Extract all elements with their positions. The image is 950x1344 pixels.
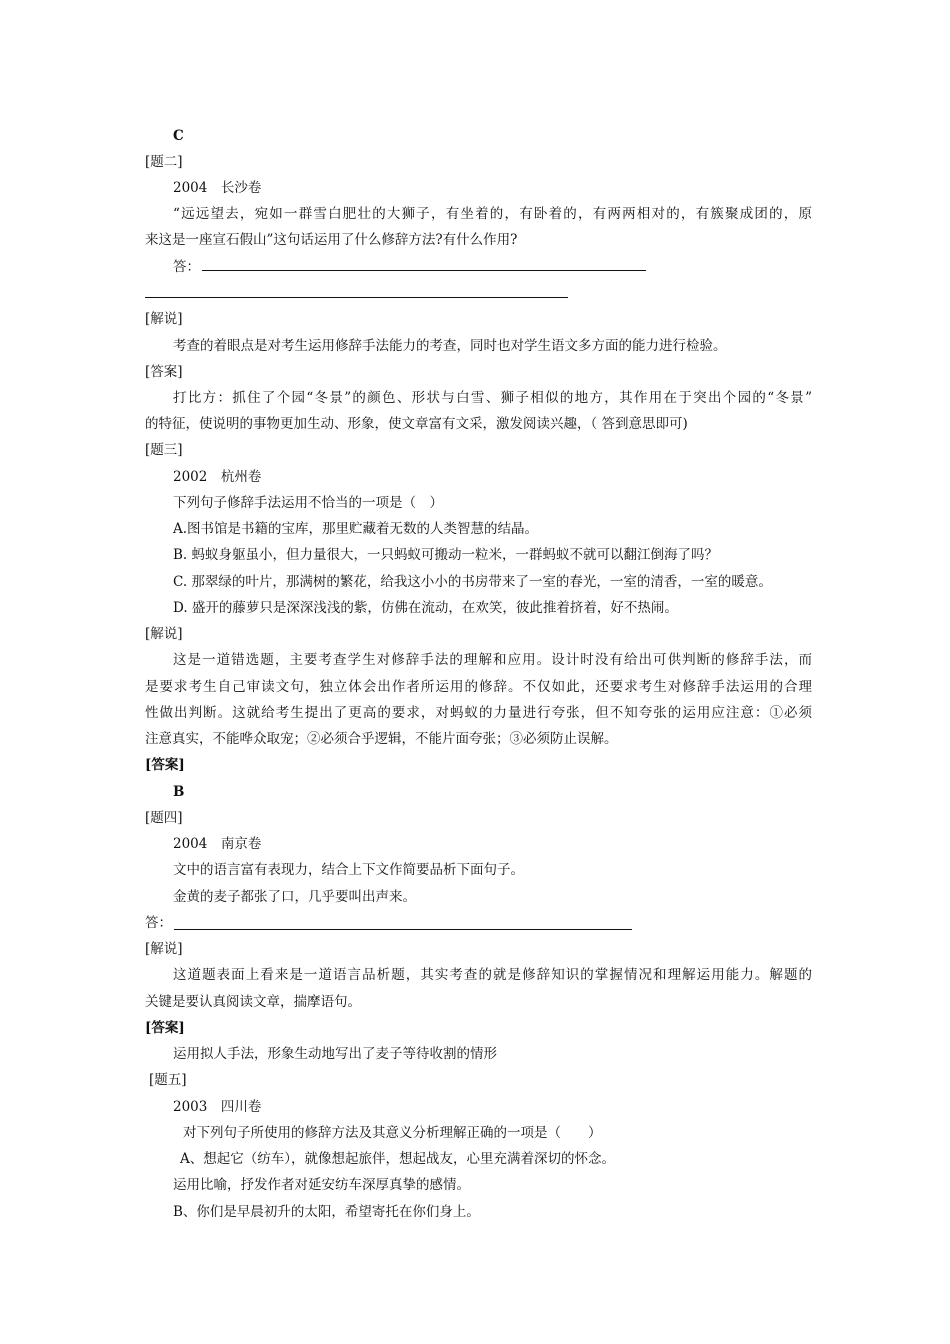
q2-text-line1: “远远望去，宛如一群雪白肥壮的大狮子，有坐着的，有卧着的，有两两相对的，有簇聚成团的，原 (173, 206, 812, 222)
q4-answer-label: 答： (145, 915, 172, 931)
q4-explain-heading: [解说] (145, 941, 183, 957)
q4-explain-line1: 这道题表面上看来是一道语言品析题，其实考查的就是修辞知识的掌握情况和理解运用能力。解题的 (173, 967, 812, 983)
q5-option-a: A、想起它（纺车），就像想起旅伴，想起战友，心里充满着深切的怀念。 (180, 1151, 615, 1167)
q3-source: 2002 杭州卷 (173, 469, 262, 485)
q4-stem: 文中的语言富有表现力，结合上下文作简要品析下面句子。 (173, 862, 524, 878)
q2-answer-blank-1 (202, 270, 646, 271)
q2-heading: [题二] (145, 154, 183, 170)
q5-stem: 对下列句子所使用的修辞方法及其意义分析理解正确的一项是（ ） (183, 1125, 602, 1141)
q2-answer-line1: 打比方：抓住了个园“冬景”的颜色、形状与白雪、狮子相似的地方，其作用在于突出个园的“冬景” (173, 390, 812, 406)
q4-answer-heading: [答案] (145, 1020, 185, 1036)
q4-answer: 运用拟人手法，形象生动地写出了麦子等待收割的情形 (173, 1046, 497, 1062)
q4-explain-line2: 关键是要认真阅读文章，揣摩语句。 (145, 994, 361, 1010)
q2-explain-heading: [解说] (145, 311, 183, 327)
q5-heading: [题五] (149, 1072, 187, 1088)
q5-option-a-analysis: 运用比喻，抒发作者对延安纺车深厚真挚的感情。 (173, 1177, 470, 1193)
q3-answer: B (173, 784, 185, 800)
q2-explain: 考查的着眼点是对考生运用修辞手法能力的考查，同时也对学生语文多方面的能力进行检验。 (173, 338, 727, 354)
q3-stem: 下列句子修辞手法运用不恰当的一项是（ ） (173, 495, 443, 511)
q2-answer-blank-2 (145, 297, 568, 298)
q4-answer-blank (174, 929, 632, 930)
q4-source: 2004 南京卷 (173, 836, 262, 852)
q2-answer-heading: [答案] (145, 364, 183, 380)
q3-option-c: C. 那翠绿的叶片，那满树的繁花，给我这小小的书房带来了一室的春光，一室的清香，一室的暖意。 (173, 574, 772, 590)
q4-sentence: 金黄的麦子都张了口，几乎要叫出声来。 (173, 889, 416, 905)
q3-explain-heading: [解说] (145, 626, 183, 642)
q5-source: 2003 四川卷 (173, 1099, 262, 1115)
q3-explain-line1: 这是一道错选题，主要考查学生对修辞手法的理解和应用。设计时没有给出可供判断的修辞手法，而 (173, 652, 812, 668)
q2-text-line2: 来这是一座宣石假山”这句话运用了什么修辞方法?有什么作用? (145, 232, 518, 248)
q4-heading: [题四] (145, 810, 183, 826)
q5-option-b: B、你们是早晨初升的太阳，希望寄托在你们身上。 (173, 1204, 480, 1220)
previous-answer: C (173, 128, 184, 144)
q3-option-a: A.图书馆是书籍的宝库，那里贮藏着无数的人类智慧的结晶。 (173, 521, 539, 537)
q3-explain-line2: 是要求考生自己审读文句，独立体会出作者所运用的修辞。不仅如此，还要求考生对修辞手法运用的合理 (145, 679, 812, 695)
q2-source: 2004 长沙卷 (173, 180, 262, 196)
q2-answer-line2: 的特征，使说明的事物更加生动、形象，使文章富有文采，激发阅读兴趣，（ 答到意思即可) (145, 416, 688, 432)
q3-explain-line3: 性做出判断。这就给考生提出了更高的要求，对蚂蚁的力量进行夸张，但不知夸张的运用应注意：①必须 (145, 705, 812, 721)
q3-explain-line4: 注意真实，不能哗众取宠；②必须合乎逻辑，不能片面夸张；③必须防止误解。 (145, 731, 618, 747)
q3-option-b: B. 蚂蚁身躯虽小，但力量很大，一只蚂蚁可搬动一粒米，一群蚂蚁不就可以翻江倒海了吗？ (173, 547, 719, 563)
q3-heading: [题三] (145, 442, 183, 458)
q3-answer-heading: [答案] (145, 757, 185, 773)
q3-option-d: D. 盛开的藤萝只是深深浅浅的紫，仿佛在流动，在欢笑，彼此推着挤着，好不热闹。 (173, 600, 678, 616)
q2-answer-label: 答： (173, 259, 200, 275)
